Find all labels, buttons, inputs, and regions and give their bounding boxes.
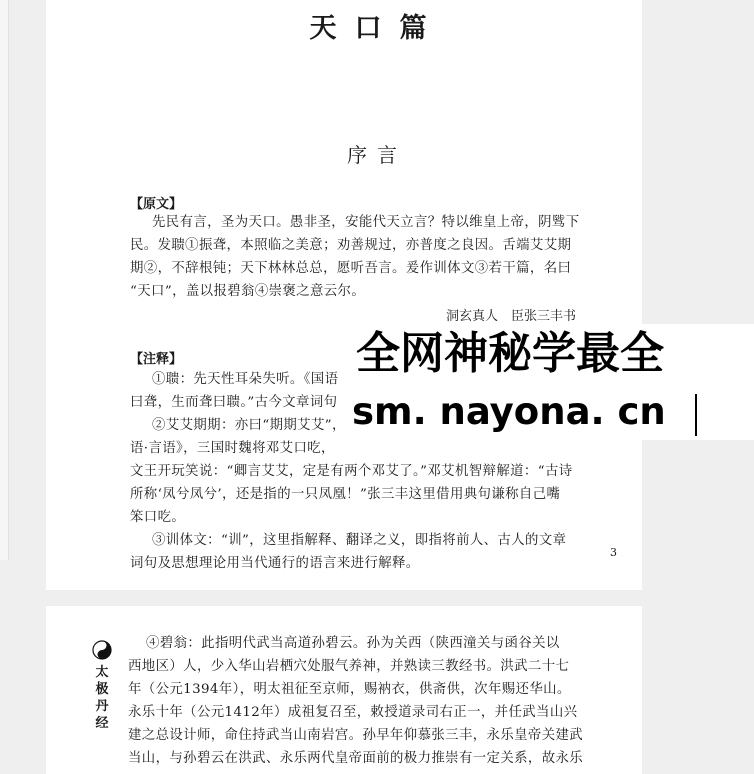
watermark-url: sm. nayona. cn [346,384,754,440]
note-line-8: ③训体文：“训”，这里指解释、翻译之义，即指将前人、古人的文章 [152,533,567,548]
signature: 洞玄真人 臣张三丰书 [446,309,577,324]
side-book-title: 太 极 丹 经 [95,665,109,731]
page2-line-2: 西地区）人，少入华山岩栖穴处服气养神，并熟读三教经书。洪武二十七 [128,659,570,674]
yin-yang-icon [92,640,112,660]
text-cursor [695,394,697,436]
page-number: 3 [610,546,617,559]
page2-line-6: 当山，与孙碧云在洪武、永乐两代皇帝面前的极力推崇有一定关系，故永乐 [128,751,584,766]
page2-line-1: ④碧翁：此指明代武当高道孙碧云。孙为关西（陕西潼关与函谷关以 [146,636,560,651]
note-line-6: 所称‘凤兮凤兮’，还是指的一只凤凰！”张三丰这里借用典句谦称自己嘴 [130,487,561,502]
viewer-left-edge [0,0,9,560]
page2-line-4: 永乐十年（公元1412年）成祖复召至，敕授道录司右正一，并任武当山兴 [128,705,578,720]
note-line-9: 词句及思想理论用当代通行的语言来进行解释。 [130,556,420,571]
original-text-label: 【原文】 [130,197,183,212]
section-title: 序言 [347,143,407,167]
notes-label: 【注释】 [130,352,183,367]
note-line-7: 笨口吃。 [130,510,186,525]
note-line-1: ①聩：先天性耳朵失听。《国语 [152,372,339,387]
watermark-title: 全网神秘学最全 [346,324,754,384]
document-title: 天口篇 [309,13,445,44]
note-line-2: 曰聋，生而聋曰聩。”古今文章词句 [130,395,338,410]
page2-line-3: 年（公元1394年），明太祖征至京师，赐衲衣，供斋供，次年赐还华山。 [128,682,571,697]
note-line-4: 语·言语》，三国时魏将邓艾口吃， [130,441,335,456]
original-line-2: 民。发聩①振聋，本照临之美意；劝善规过，亦普度之良因。舌端艾艾期 [130,238,572,253]
original-line-4: “天口”，盖以报碧翁④崇褒之意云尔。 [130,284,366,299]
original-line-3: 期②，不辞根钝；天下林林总总，愿听吾言。爰作训体文③若干篇，名曰 [130,261,572,276]
page2-line-5: 建之总设计师，命住持武当山南岩宫。孙早年仰慕张三丰，永乐皇帝关建武 [128,728,584,743]
note-line-3: ②艾艾期期：亦曰“期期艾艾”， [152,418,346,433]
original-line-1: 先民有言，圣为天口。愚非圣，安能代天立言？特以维皇上帝，阴骘下 [152,215,580,230]
note-line-5: 文王开玩笑说：“卿言艾艾，定是有两个邓艾了。”邓艾机智辩解道：“古诗 [130,464,573,479]
